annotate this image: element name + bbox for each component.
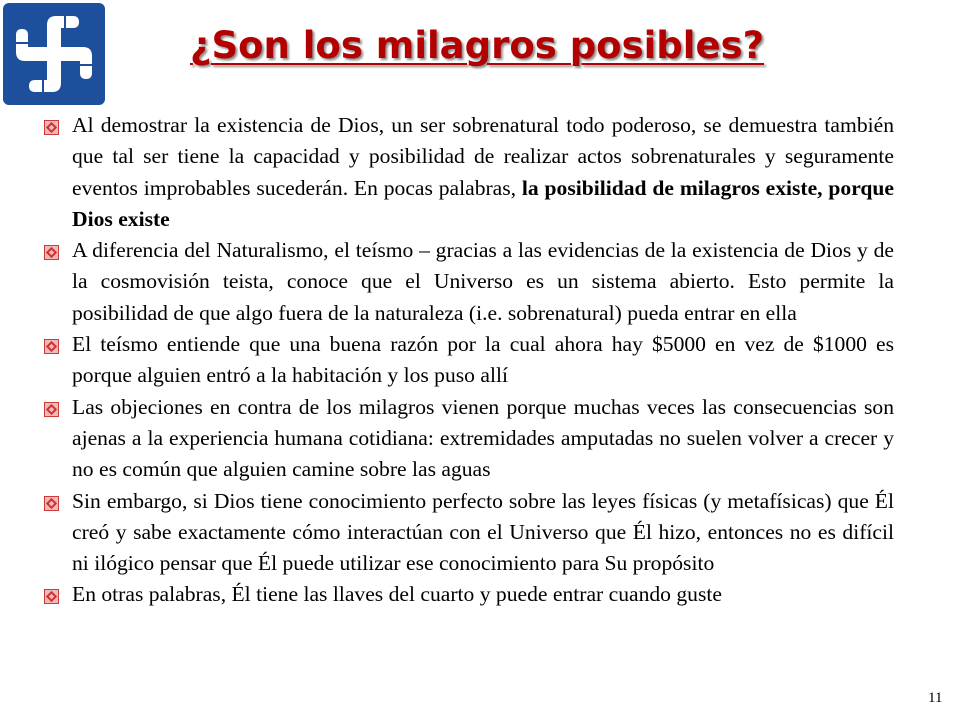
diamond-bullet-icon	[44, 245, 59, 260]
bullet-item	[44, 579, 894, 610]
bullet-text: Sin embargo, si Dios tiene conocimiento perfecto sobre las leyes físicas (y metafísicas) que Él creó y sabe exactamente cómo interactúan con el Universo que Él hizo, entonces no es difícil ni ilógico pensar que Él puede utilizar ese conocimiento para Su propósito	[72, 488, 894, 576]
bullet-text: En otras palabras, Él tiene las llaves del cuarto y puede entrar cuando guste	[72, 582, 722, 607]
diamond-bullet-icon	[44, 589, 59, 604]
bullet-item	[44, 486, 894, 580]
bullet-item	[44, 392, 894, 486]
diamond-bullet-icon	[44, 496, 59, 511]
diamond-bullet-icon	[44, 120, 59, 135]
bullet-text: El teísmo entiende que una buena razón por la cual ahora hay $5000 en vez de $1000 es porque alguien entró a la habitación y los puso allí	[72, 332, 894, 388]
bullet-item	[44, 329, 894, 392]
logo-icon	[3, 3, 105, 105]
bullet-text: Las objeciones en contra de los milagros vienen porque muchas veces las consecuencias son ajenas a la experiencia humana cotidiana: extremidades amputadas no suelen volver a crecer y no es común que alguien camine sobre las aguas	[72, 394, 894, 482]
diamond-bullet-icon	[44, 339, 59, 354]
diamond-bullet-icon	[44, 402, 59, 417]
page-number: 11	[928, 690, 943, 706]
slide-title: ¿Son los milagros posibles?	[190, 24, 765, 67]
bullet-text: A diferencia del Naturalismo, el teísmo – gracias a las evidencias de la existencia de Dios y de la cosmovisión teista, conoce que el Universo es un sistema abierto. Esto permite la posibilidad de que algo fuera de la naturaleza (i.e. sobrenatural) pueda entrar en ella	[72, 238, 894, 325]
bullet-text: Al demostrar la existencia de Dios, un ser sobrenatural todo poderoso, se demuestra también que tal ser tiene la capacidad y posibilidad de realizar actos sobrenaturales y seguramente eventos improbables sucederán. En pocas palabras,	[72, 113, 894, 200]
bullet-item	[44, 235, 894, 329]
bullet-bold-text: la posibilidad de milagros existe, porque Dios existe	[72, 175, 895, 231]
bullet-list	[44, 110, 894, 611]
bullet-item	[44, 110, 894, 235]
